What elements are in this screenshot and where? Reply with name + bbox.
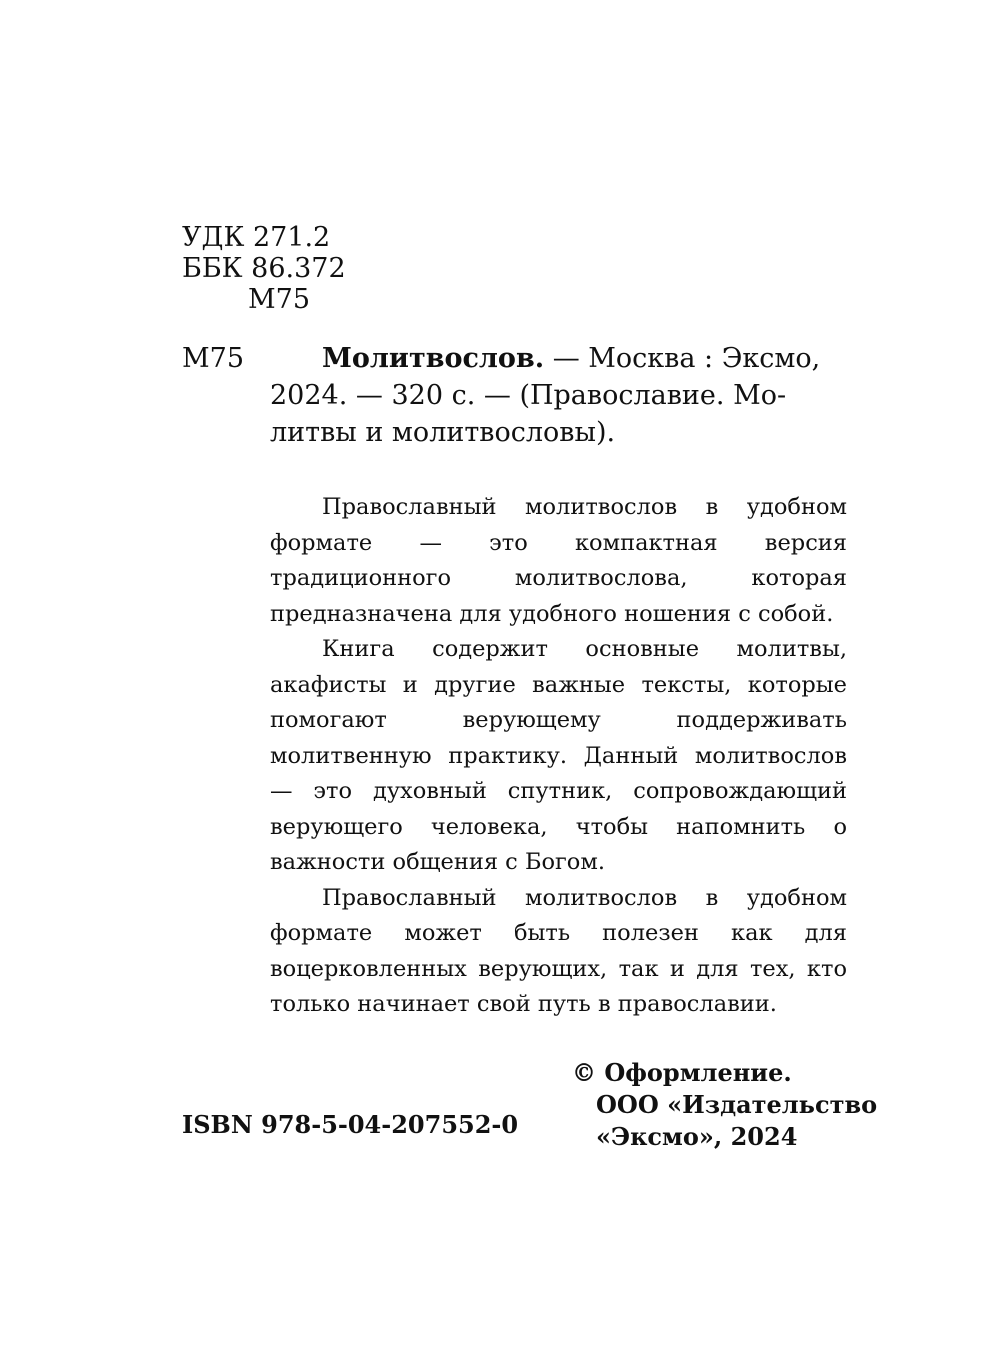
copyright-line-3: «Эксмо», 2024 <box>596 1122 798 1151</box>
annotation-paragraph: Книга содержит основные молитвы, акафисты и другие важные тексты, которые помогают верующему поддерживать молитвенную практику. Данный молитвослов — это духовный спутник, сопровождающий верующего человека, чтобы напомнить о важности общения с Богом. <box>270 636 847 875</box>
annotation <box>270 490 847 1023</box>
annotation-paragraph: Православный молитвослов в удобном формате — это компактная версия традиционного молитвослова, которая предназначена для удобного ношения с собой. <box>270 494 847 627</box>
udk-code: УДК 271.2 <box>182 222 331 253</box>
book-title: Молитвослов. <box>322 343 545 374</box>
bibliographic-publisher: — Москва : Эксмо, <box>544 343 821 374</box>
bibliographic-line-2: 2024. — 320 с. — (Православие. Мо- <box>270 380 787 411</box>
bibliographic-line-3: литвы и молитвословы). <box>270 417 616 448</box>
annotation-paragraph: Православный молитвослов в удобном формате может быть полезен как для воцерковленных верующих, так и для тех, кто только начинает свой путь в православии. <box>270 884 847 1017</box>
bibliographic-code: М75 <box>182 343 245 374</box>
bibliographic-description <box>270 340 847 451</box>
bbk-code: ББК 86.372 <box>182 253 346 284</box>
copyright-line-2: ООО «Издательство <box>596 1090 878 1119</box>
isbn: ISBN 978-5-04-207552-0 <box>182 1110 519 1139</box>
copyright-line-1: © Оформление. <box>572 1058 792 1087</box>
copyright-notice <box>572 1057 877 1153</box>
classification-block <box>182 222 346 315</box>
author-mark: М75 <box>248 284 311 315</box>
